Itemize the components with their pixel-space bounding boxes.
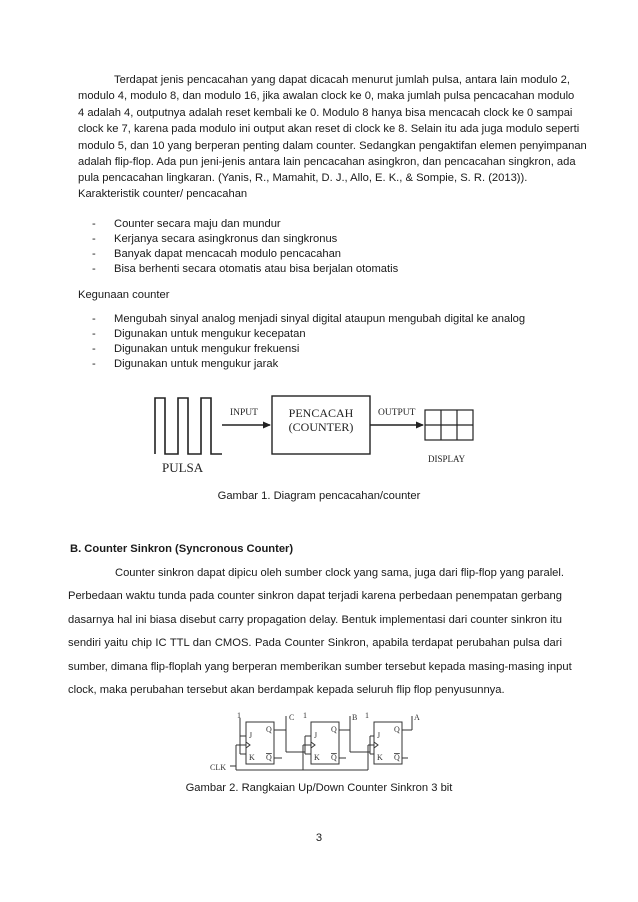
ff2-k-label: K [314, 753, 320, 762]
ff1-one-label: 1 [237, 712, 241, 720]
figure1-caption: Gambar 1. Diagram pencacahan/counter [217, 490, 421, 502]
dash-bullet: - [92, 343, 96, 355]
intro-paragraph [78, 72, 587, 187]
counter-box-line1: PENCACAH [288, 406, 354, 420]
input-arrowhead [263, 422, 271, 429]
text-line: clock ke 7, karena pada modulo ini output akan reset di clock ke 8. Selain itu ada juga modulo seperti [78, 123, 580, 136]
list-item [92, 247, 572, 262]
output-a-label: A [414, 713, 420, 722]
output-b-label: B [352, 713, 358, 722]
output-arrowhead [416, 422, 424, 429]
karakteristik-list [92, 217, 572, 277]
display-label: DISPLAY [428, 454, 466, 464]
ff2-qbar-label: Q [331, 753, 337, 762]
ff3-j-label: J [377, 731, 381, 740]
list-item-text: Kerjanya secara asingkronus dan singkronus [114, 233, 338, 245]
list-item [92, 217, 572, 232]
list-item-text: Banyak dapat mencacah modulo pencacahan [114, 248, 342, 260]
list-item [92, 312, 572, 327]
dash-bullet: - [92, 248, 96, 260]
text-line: modulo 4, modulo 8, dan modulo 16, jika awalan clock ke 0, maka jumlah pulsa pencacahan modulo [78, 90, 575, 103]
text-line: clock, maka perubahan tersebut akan berdampak kepada seluruh flip flop penyusunnya. [68, 684, 505, 697]
section-b-paragraph [68, 562, 572, 702]
list-item-text: Digunakan untuk mengukur frekuensi [114, 343, 300, 355]
sync-counter-circuit [208, 712, 426, 774]
output-label: OUTPUT [378, 408, 416, 418]
text-line: modulo 5, dan 10 yang berperan penting dalam counter. Sedangkan pengaktifan elemen penyimpanan [78, 139, 587, 152]
text-line: sumber, dimana flip-floplah yang berperan memberikan sumber tersebut kepada masing-masing input [68, 660, 572, 673]
kegunaan-list [92, 312, 572, 372]
pulse-waveform [155, 398, 222, 454]
dash-bullet: - [92, 263, 96, 275]
list-item-text: Mengubah sinyal analog menjadi sinyal digital ataupun mengubah digital ke analog [114, 313, 526, 325]
input-label: INPUT [230, 408, 258, 418]
page-number: 3 [315, 832, 323, 844]
text-line: dasarnya hal ini biasa disebut carry propagation delay. Bentuk implementasi dari counter sinkron itu [68, 613, 562, 626]
ff1-q-label: Q [266, 725, 272, 734]
ff1-j-label: J [249, 731, 253, 740]
kegunaan-heading: Kegunaan counter [78, 289, 170, 301]
list-item-text: Digunakan untuk mengukur kecepatan [114, 328, 306, 340]
pulse-label: PULSA [162, 460, 204, 475]
counter-block-diagram [150, 392, 490, 482]
dash-bullet: - [92, 218, 96, 230]
text-line: 4 adalah 4, outputnya adalah reset kembali ke 0. Modulo 8 hanya bisa mencacah clock ke 0 sampai [78, 106, 573, 119]
list-item-text: Counter secara maju dan mundur [114, 218, 281, 230]
dash-bullet: - [92, 328, 96, 340]
ff1-qbar-label: Q [266, 753, 272, 762]
text-line: adalah flip-flop. Ada pun jeni-jenis antara lain pencacahan asingkron, dan pencacahan singkron, ada [78, 156, 576, 169]
counter-box-line2: (COUNTER) [288, 420, 354, 434]
list-item [92, 342, 572, 357]
ff3-one-label: 1 [365, 712, 369, 720]
text-line: sendiri yaitu chip IC TTL dan CMOS. Pada Counter Sinkron, apabila terdapat perubahan pulsa dari [68, 637, 562, 650]
karakteristik-heading: Karakteristik counter/ pencacahan [78, 188, 248, 200]
list-item [92, 357, 572, 372]
dash-bullet: - [92, 358, 96, 370]
ff1-k-label: K [249, 753, 255, 762]
list-item-text: Digunakan untuk mengukur jarak [114, 358, 279, 370]
list-item-text: Bisa berhenti secara otomatis atau bisa berjalan otomatis [114, 263, 399, 275]
ff2-j-label: J [314, 731, 318, 740]
dash-bullet: - [92, 313, 96, 325]
list-item [92, 327, 572, 342]
ff2-one-label: 1 [303, 712, 307, 720]
ff2-q-label: Q [331, 725, 337, 734]
figure2-caption: Gambar 2. Rangkaian Up/Down Counter Sinkron 3 bit [185, 782, 453, 794]
text-line: Counter sinkron dapat dipicu oleh sumber clock yang sama, juga dari flip-flop yang paralel. [115, 567, 564, 579]
list-item [92, 262, 572, 277]
dash-bullet: - [92, 233, 96, 245]
ff3-q-label: Q [394, 725, 400, 734]
text-line: pula pencacahan lingkaran. (Yanis, R., Mamahit, D. J., Allo, E. K., & Sompie, S. R. (2013)). [78, 172, 528, 185]
output-c-label: C [289, 713, 295, 722]
text-line: Terdapat jenis pencacahan yang dapat dicacah menurut jumlah pulsa, antara lain modulo 2, [114, 74, 570, 86]
section-b-title: B. Counter Sinkron (Syncronous Counter) [70, 543, 294, 555]
list-item [92, 232, 572, 247]
ff3-k-label: K [377, 753, 383, 762]
ff3-qbar-label: Q [394, 753, 400, 762]
display-grid [425, 410, 473, 440]
text-line: Perbedaan waktu tunda pada counter sinkron dapat terjadi karena perbedaan penempatan gerbang [68, 590, 562, 603]
clk-label: CLK [210, 763, 226, 772]
